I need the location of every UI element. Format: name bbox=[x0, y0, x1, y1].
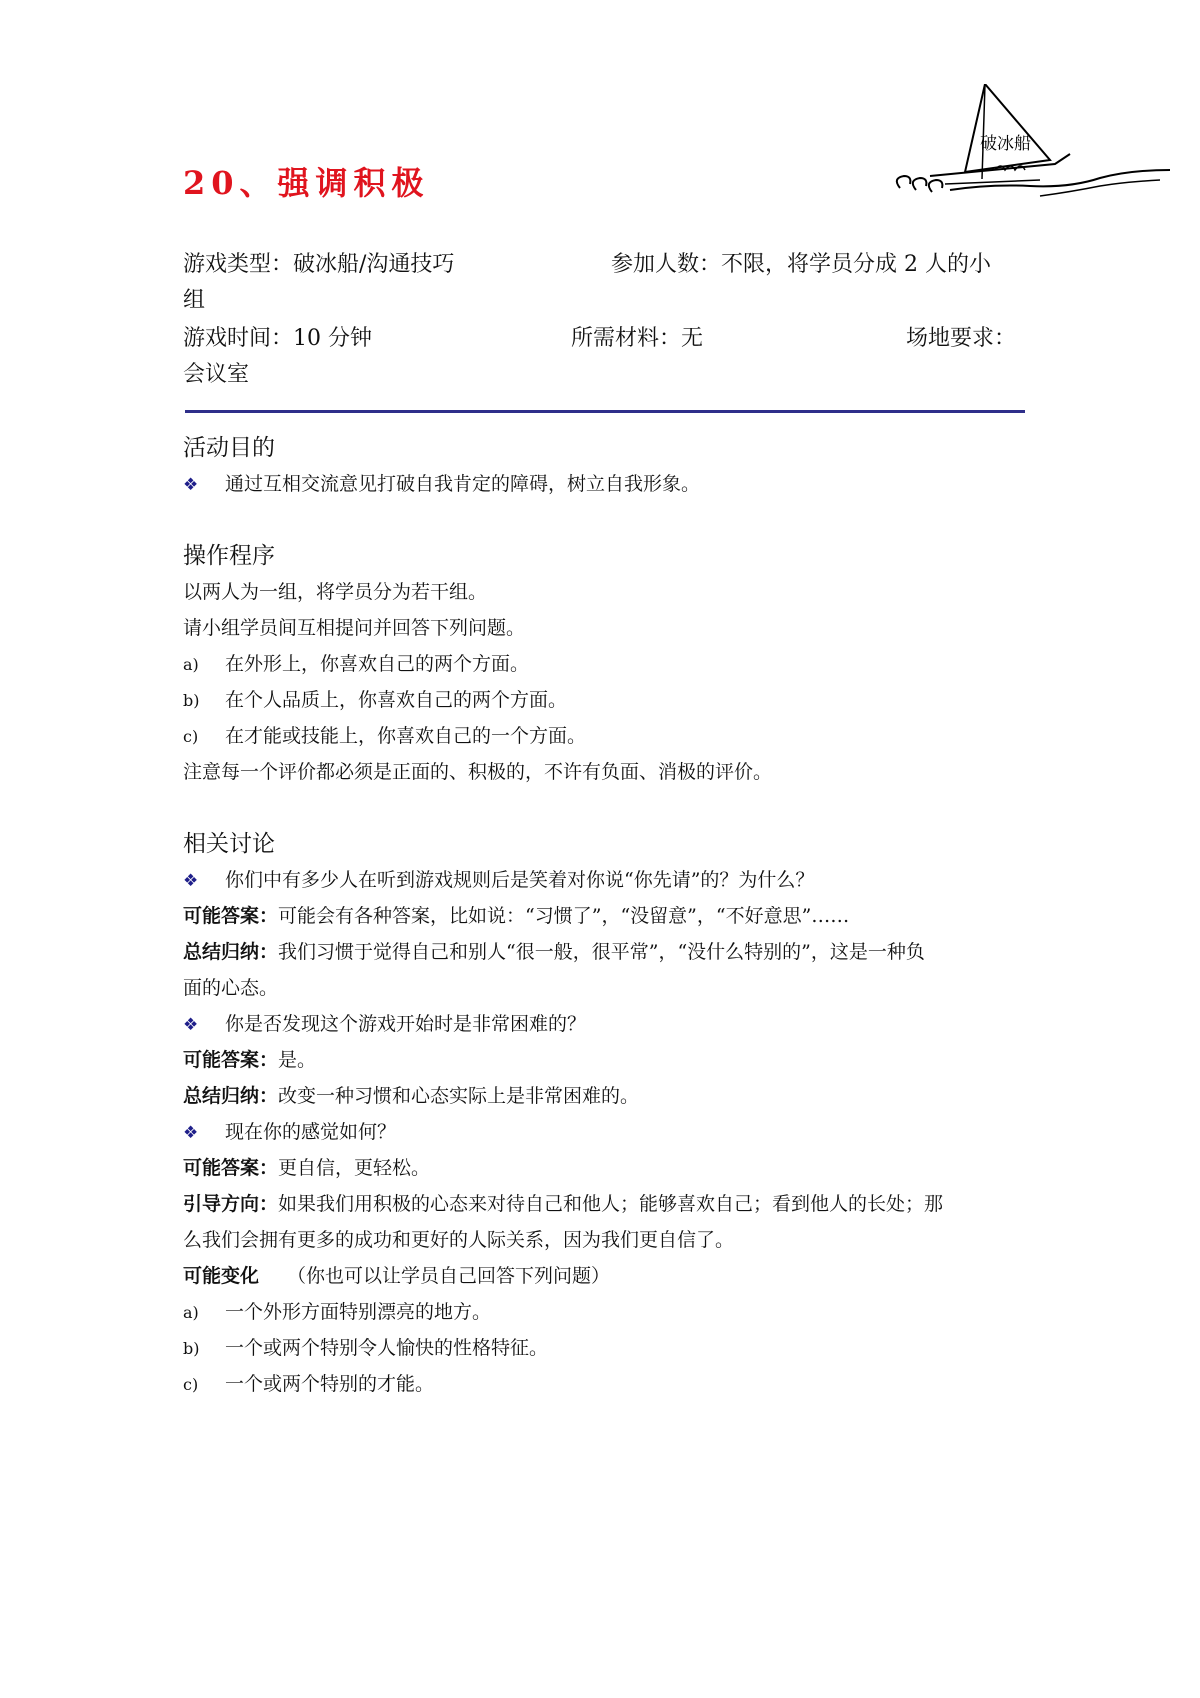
item-text: 在个人品质上，你喜欢自己的两个方面。 bbox=[225, 689, 568, 711]
game-time: 游戏时间：10 分钟 bbox=[183, 326, 372, 351]
variation-label: 可能变化 bbox=[183, 1265, 260, 1287]
procedure-line: 以两人为一组，将学员分为若干组。 bbox=[183, 581, 488, 603]
discussion-question bbox=[183, 1006, 1033, 1042]
variation-item bbox=[183, 1330, 1033, 1366]
item-text: 一个外形方面特别漂亮的地方。 bbox=[225, 1301, 492, 1323]
item-text: 在外形上，你喜欢自己的两个方面。 bbox=[225, 653, 530, 675]
item-marker: a) bbox=[183, 655, 199, 674]
guidance-line bbox=[183, 1186, 1033, 1222]
diamond-bullet-icon: ❖ bbox=[183, 1015, 199, 1035]
participants: 参加人数：不限，将学员分成 2 人的小 bbox=[611, 252, 991, 277]
variation-item bbox=[183, 1366, 1033, 1402]
goal-heading: 活动目的 bbox=[183, 435, 275, 461]
procedure-item bbox=[183, 718, 1033, 754]
item-text: 一个或两个特别的才能。 bbox=[225, 1373, 435, 1395]
item-marker: a) bbox=[183, 1303, 199, 1322]
variation-item bbox=[183, 1294, 1033, 1330]
item-text: 一个或两个特别令人愉快的性格特征。 bbox=[225, 1337, 549, 1359]
procedure-item bbox=[183, 682, 1033, 718]
question-text: 你们中有多少人在听到游戏规则后是笑着对你说“你先请”的？为什么？ bbox=[225, 869, 815, 891]
procedure-item bbox=[183, 646, 1033, 682]
diamond-bullet-icon: ❖ bbox=[183, 475, 199, 495]
summary-text: 我们习惯于觉得自己和别人“很一般，很平常”，“没什么特别的”，这是一种负 bbox=[278, 941, 925, 963]
summary-wrap: 面的心态。 bbox=[183, 977, 279, 999]
item-marker: b) bbox=[183, 691, 200, 710]
question-text: 现在你的感觉如何？ bbox=[225, 1121, 397, 1143]
logo-text: 破冰船 bbox=[980, 134, 1031, 154]
summary-text: 改变一种习惯和心态实际上是非常困难的。 bbox=[278, 1085, 640, 1107]
guidance-label: 引导方向： bbox=[183, 1193, 279, 1215]
answer-line bbox=[183, 1150, 1033, 1186]
discussion-question bbox=[183, 862, 1033, 898]
item-marker: c) bbox=[183, 727, 199, 746]
variation-text: （你也可以让学员自己回答下列问题） bbox=[287, 1265, 611, 1287]
summary-label: 总结归纳： bbox=[183, 1085, 279, 1107]
goal-text: 通过互相交流意见打破自我肯定的障碍，树立自我形象。 bbox=[225, 473, 701, 495]
guidance-wrap: 么我们会拥有更多的成功和更好的人际关系，因为我们更自信了。 bbox=[183, 1229, 735, 1251]
answer-label: 可能答案： bbox=[183, 905, 279, 927]
discussion-question bbox=[183, 1114, 1033, 1150]
content bbox=[183, 430, 1033, 1402]
answer-line bbox=[183, 1042, 1033, 1078]
venue: 场地要求： bbox=[906, 326, 1017, 351]
answer-label: 可能答案： bbox=[183, 1049, 279, 1071]
item-marker: c) bbox=[183, 1375, 199, 1394]
procedure-heading: 操作程序 bbox=[183, 543, 275, 569]
icebreaker-boat-logo bbox=[890, 84, 1170, 214]
answer-text: 可能会有各种答案，比如说：“习惯了”，“没留意”，“不好意思”…… bbox=[278, 905, 850, 927]
game-type: 游戏类型：破冰船/沟通技巧 bbox=[183, 252, 455, 277]
diamond-bullet-icon: ❖ bbox=[183, 871, 199, 891]
procedure-note: 注意每一个评价都必须是正面的、积极的，不许有负面、消极的评价。 bbox=[183, 761, 773, 783]
goal-item bbox=[183, 466, 1033, 502]
variation-line bbox=[183, 1258, 1033, 1294]
materials: 所需材料：无 bbox=[571, 326, 704, 351]
summary-line bbox=[183, 1078, 1033, 1114]
game-title: 20、强调积极 bbox=[183, 164, 430, 202]
venue-wrap: 会议室 bbox=[183, 362, 250, 387]
answer-label: 可能答案： bbox=[183, 1157, 279, 1179]
question-text: 你是否发现这个游戏开始时是非常困难的？ bbox=[225, 1013, 587, 1035]
divider bbox=[185, 410, 1025, 413]
item-text: 在才能或技能上，你喜欢自己的一个方面。 bbox=[225, 725, 587, 747]
diamond-bullet-icon: ❖ bbox=[183, 1123, 199, 1143]
answer-line bbox=[183, 898, 1033, 934]
summary-line bbox=[183, 934, 1033, 970]
discussion-heading: 相关讨论 bbox=[183, 831, 275, 857]
item-marker: b) bbox=[183, 1339, 200, 1358]
summary-label: 总结归纳： bbox=[183, 941, 279, 963]
answer-text: 更自信，更轻松。 bbox=[278, 1157, 431, 1179]
participants-wrap: 组 bbox=[183, 288, 206, 313]
answer-text: 是。 bbox=[278, 1049, 317, 1071]
guidance-text: 如果我们用积极的心态来对待自己和他人；能够喜欢自己；看到他人的长处；那 bbox=[278, 1193, 944, 1215]
procedure-line: 请小组学员间互相提问并回答下列问题。 bbox=[183, 617, 526, 639]
